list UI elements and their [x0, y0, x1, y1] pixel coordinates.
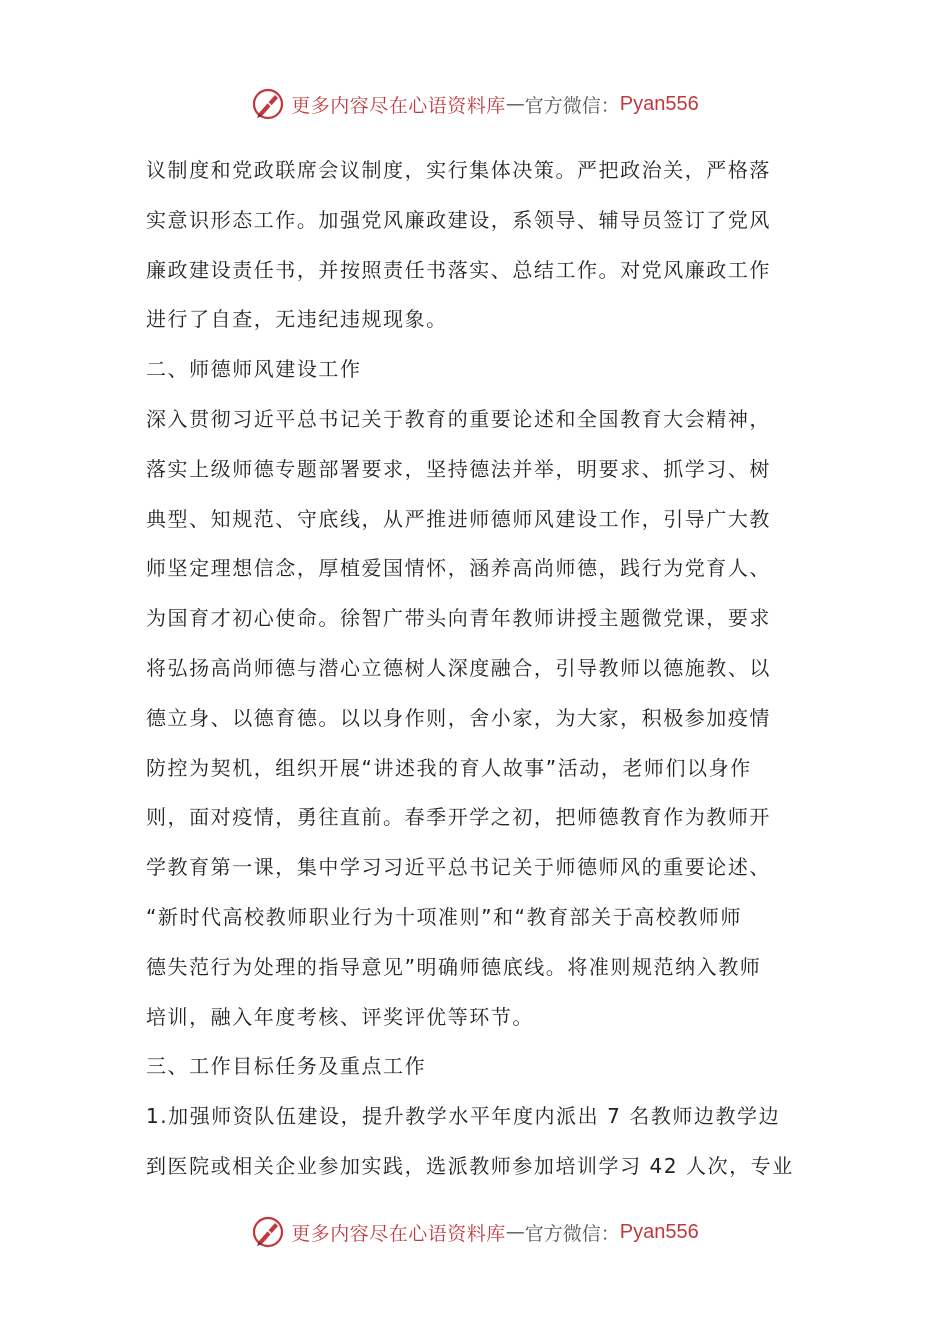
text-line: 实意识形态工作。加强党风廉政建设，系领导、辅导员签订了党风 — [146, 207, 771, 232]
text-line: 防控为契机，组织开展“讲述我的育人故事”活动，老师们以身作 — [146, 755, 752, 780]
text-line: 为国育才初心使命。徐智广带头向青年教师讲授主题微党课，要求 — [146, 606, 771, 631]
document-body — [146, 152, 808, 1198]
footer-watermark-banner — [0, 1212, 950, 1252]
pen-circle-logo-icon — [251, 87, 285, 121]
text-line: 典型、知规范、守底线，从严推进师德师风建设工作，引导广大教 — [146, 506, 771, 531]
banner-wechat-label: 官方微信： — [524, 1222, 620, 1245]
header-watermark-banner — [0, 84, 950, 124]
text-line: 议制度和党政联席会议制度，实行集体决策。严把政治关，严格落 — [146, 158, 771, 182]
banner-wechat-id: Pyan556 — [619, 1220, 699, 1243]
text-line: 培训，融入年度考核、评奖评优等环节。 — [146, 1004, 534, 1029]
text-line: 1.加强师资队伍建设，提升教学水平年度内派出 7 名教师边教学边 — [146, 1104, 781, 1129]
text-line: 廉政建设责任书，并按照责任书落实、总结工作。对党风廉政工作 — [146, 257, 771, 282]
text-line: 进行了自查，无违纪违规现象。 — [146, 307, 448, 332]
text-line: 德立身、以德育德。以以身作则，舍小家，为大家，积极参加疫情 — [146, 705, 771, 730]
banner-wechat-id: Pyan556 — [619, 92, 699, 115]
banner-site-text: 更多内容尽在心语资料库 — [291, 1222, 506, 1245]
banner-dash: — — [505, 93, 525, 115]
text-line: 则，面对疫情，勇往直前。春季开学之初，把师德教育作为教师开 — [146, 805, 771, 830]
banner-site-text: 更多内容尽在心语资料库 — [291, 94, 506, 117]
text-line: 师坚定理想信念，厚植爱国情怀，涵养高尚师德，践行为党育人、 — [146, 556, 771, 581]
text-line: 深入贯彻习近平总书记关于教育的重要论述和全国教育大会精神， — [146, 406, 771, 431]
text-line: 将弘扬高尚师德与潜心立德树人深度融合，引导教师以德施教、以 — [146, 655, 771, 680]
text-line: 学教育第一课，集中学习习近平总书记关于师德师风的重要论述、 — [146, 855, 771, 880]
text-line: 落实上级师德专题部署要求，坚持德法并举，明要求、抓学习、树 — [146, 456, 771, 481]
section-heading: 三、工作目标任务及重点工作 — [146, 1054, 427, 1079]
text-line: 德失范行为处理的指导意见”明确师德底线。将准则规范纳入教师 — [146, 954, 762, 979]
section-heading: 二、师德师风建设工作 — [146, 357, 362, 382]
pen-circle-logo-icon — [251, 1215, 285, 1249]
banner-wechat-label: 官方微信： — [524, 94, 620, 117]
text-line: 到医院或相关企业参加实践，选派教师参加培训学习 42 人次，专业 — [146, 1153, 794, 1178]
banner-dash: — — [505, 1221, 525, 1243]
text-line: “新时代高校教师职业行为十项准则”和“教育部关于高校教师师 — [146, 904, 743, 929]
